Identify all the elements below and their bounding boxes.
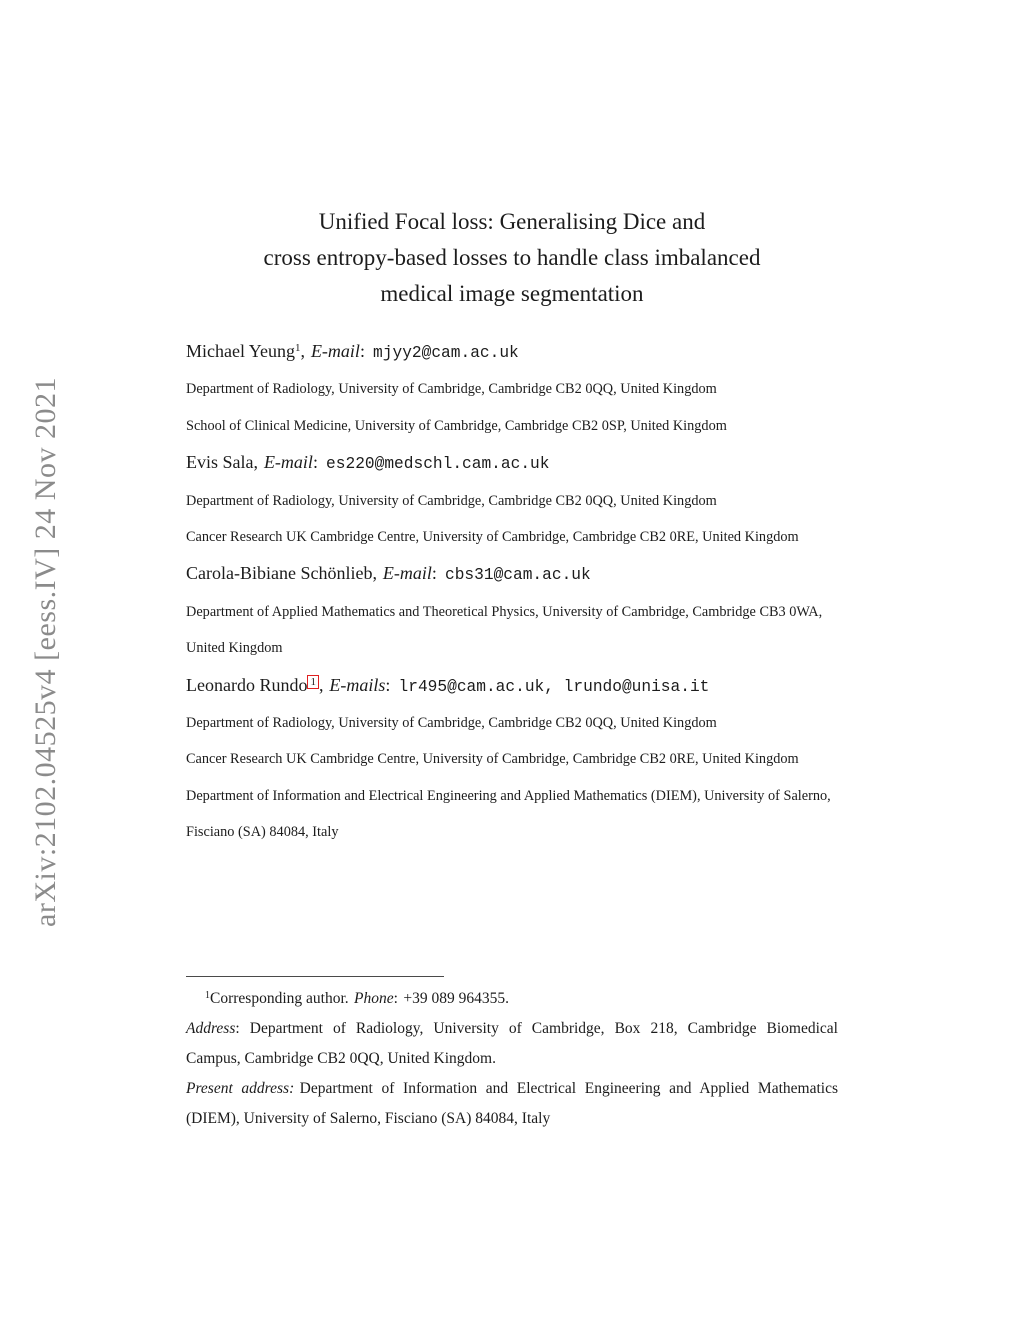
separator-colon: : xyxy=(393,990,398,1007)
footnote-address xyxy=(186,1014,838,1074)
email-label: E-mails xyxy=(329,674,386,695)
author-email: mjyy2@cam.ac.uk xyxy=(373,344,519,362)
author-heading-michael-yeung xyxy=(186,333,838,371)
footnote-marker: 1 xyxy=(205,990,210,1001)
author-list xyxy=(186,333,838,851)
affiliation-line: School of Clinical Medicine, University of Cambridge, Cambridge CB2 0SP, United Kingdom xyxy=(186,417,727,434)
author-heading-carola-bibiane-schonlieb xyxy=(186,555,838,593)
footnote-present-address xyxy=(186,1074,838,1134)
separator-colon: : xyxy=(312,452,318,473)
footnote-rule xyxy=(186,976,444,977)
separator-comma: , xyxy=(318,674,324,695)
separator-colon: : xyxy=(359,341,365,361)
arxiv-watermark: arXiv:2102.04525v4 [eess.IV] 24 Nov 2021 xyxy=(29,377,62,927)
separator-comma: , xyxy=(300,341,305,361)
address-label: Address xyxy=(186,1020,236,1037)
separator-colon: : xyxy=(235,1020,240,1037)
footnote-block xyxy=(186,976,838,1134)
present-address-label: Present address: xyxy=(186,1080,295,1097)
email-label: E-mail xyxy=(263,452,313,473)
author-email: lr495@cam.ac.uk, lrundo@unisa.it xyxy=(398,677,710,696)
separator-comma: , xyxy=(253,452,258,473)
author-name: Michael Yeung xyxy=(186,341,295,361)
separator-comma: , xyxy=(372,563,377,584)
affiliation-line: Cancer Research UK Cambridge Centre, University of Cambridge, Cambridge CB2 0RE, United Kingdom xyxy=(186,529,799,546)
author-name: Carola-Bibiane Schönlieb xyxy=(186,563,373,584)
footnote-corresponding-author xyxy=(186,984,838,1014)
corresponding-author-text: Corresponding author. xyxy=(210,990,349,1007)
author-email: es220@medschl.cam.ac.uk xyxy=(326,455,550,474)
phone-number: +39 089 964355. xyxy=(403,990,510,1007)
affiliation-line: Department of Applied Mathematics and Theoretical Physics, University of Cambridge, Cambridge CB3 0WA, United Kingdom xyxy=(186,603,823,657)
footnote-marker: 1 xyxy=(295,342,301,354)
paper-title xyxy=(186,204,838,312)
title-line-2: cross entropy-based losses to handle class imbalanced xyxy=(263,245,761,270)
author-name: Evis Sala xyxy=(186,452,254,473)
affiliation-line: Department of Radiology, University of Cambridge, Cambridge CB2 0QQ, United Kingdom xyxy=(186,492,717,509)
phone-label: Phone xyxy=(354,990,394,1007)
author-heading-leonardo-rundo xyxy=(186,667,838,705)
author-email: cbs31@cam.ac.uk xyxy=(445,566,591,585)
author-name: Leonardo Rundo xyxy=(186,674,308,695)
affiliation-line: Department of Radiology, University of Cambridge, Cambridge CB2 0QQ, United Kingdom xyxy=(186,715,717,732)
author-heading-evis-sala xyxy=(186,444,838,482)
affiliation-line: Department of Information and Electrical Engineering and Applied Mathematics (DIEM), University of Salerno, Fisciano (SA) 84084, Italy xyxy=(186,787,831,841)
email-label: E-mail xyxy=(310,341,360,361)
footnote-link[interactable]: 1 xyxy=(307,675,319,689)
affiliation-line: Department of Radiology, University of Cambridge, Cambridge CB2 0QQ, United Kingdom xyxy=(186,381,717,398)
separator-colon: : xyxy=(385,674,391,695)
email-label: E-mail xyxy=(382,563,432,584)
present-address-text: Department of Information and Electrical Engineering and Applied Mathematics (DIEM), University of Salerno, Fisciano (SA) 84084, Italy xyxy=(186,1080,838,1127)
title-line-3: medical image segmentation xyxy=(380,281,644,306)
separator-colon: : xyxy=(431,563,437,584)
affiliation-line: Cancer Research UK Cambridge Centre, University of Cambridge, Cambridge CB2 0RE, United Kingdom xyxy=(186,751,799,768)
content-column xyxy=(186,204,838,851)
title-line-1: Unified Focal loss: Generalising Dice and xyxy=(318,209,706,234)
address-text: Department of Radiology, University of Cambridge, Box 218, Cambridge Biomedical Campus, Cambridge CB2 0QQ, United Kingdom. xyxy=(186,1020,838,1067)
